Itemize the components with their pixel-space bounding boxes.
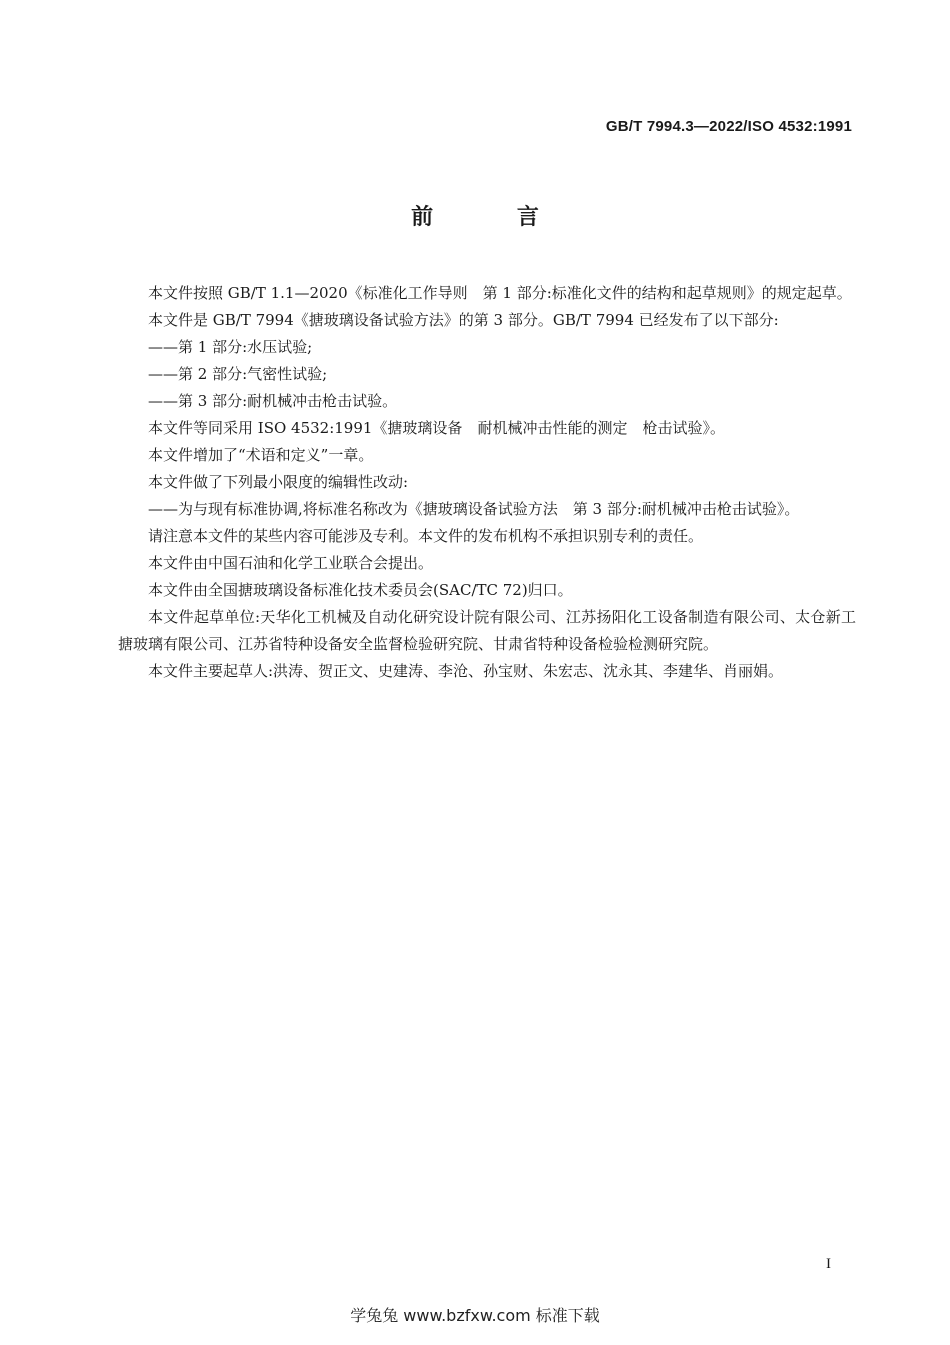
paragraph-drafting-basis: 本文件按照 GB/T 1.1—2020《标准化工作导则 第 1 部分:标准化文件的结构和起草规则》的规定起草。 xyxy=(148,284,852,302)
paragraph-committee: 本文件由全国搪玻璃设备标准化技术委员会(SAC/TC 72)归口。 xyxy=(148,581,573,599)
list-item-part-1: ——第 1 部分:水压试验; xyxy=(148,338,313,356)
paragraph-proposer: 本文件由中国石油和化学工业联合会提出。 xyxy=(148,554,434,572)
document-body xyxy=(118,280,856,685)
paragraph-drafters: 本文件主要起草人:洪涛、贺正文、史建涛、李沧、孙宝财、朱宏志、沈永其、李建华、肖丽娟。 xyxy=(148,662,784,680)
standard-number: GB/T 7994.3—2022/ISO 4532:1991 xyxy=(605,118,852,135)
watermark-footer: 学兔兔 www.bzfxw.com 标准下载 xyxy=(350,1306,600,1325)
paragraph-added-chapter: 本文件增加了“术语和定义”一章。 xyxy=(148,446,374,464)
page-title: 前 言 xyxy=(411,205,577,230)
page-number: I xyxy=(826,1256,831,1272)
paragraph-editorial-changes: 本文件做了下列最小限度的编辑性改动: xyxy=(148,473,409,491)
list-item-part-2: ——第 2 部分:气密性试验; xyxy=(148,365,328,383)
list-item-name-change: ——为与现有标准协调,将标准名称改为《搪玻璃设备试验方法 第 3 部分:耐机械冲击枪击试验》。 xyxy=(148,500,800,518)
paragraph-drafting-units: 本文件起草单位:天华化工机械及自动化研究设计院有限公司、江苏扬阳化工设备制造有限公司、太仓新工搪玻璃有限公司、江苏省特种设备安全监督检验研究院、甘肃省特种设备检验检测研究院。 xyxy=(118,608,856,653)
paragraph-iso-equivalence: 本文件等同采用 ISO 4532:1991《搪玻璃设备 耐机械冲击性能的测定 枪击试验》。 xyxy=(148,419,725,437)
paragraph-patent-notice: 请注意本文件的某些内容可能涉及专利。本文件的发布机构不承担识别专利的责任。 xyxy=(148,527,704,545)
list-item-part-3: ——第 3 部分:耐机械冲击枪击试验。 xyxy=(148,392,398,410)
paragraph-part-info: 本文件是 GB/T 7994《搪玻璃设备试验方法》的第 3 部分。GB/T 7994 已经发布了以下部分: xyxy=(148,311,779,329)
